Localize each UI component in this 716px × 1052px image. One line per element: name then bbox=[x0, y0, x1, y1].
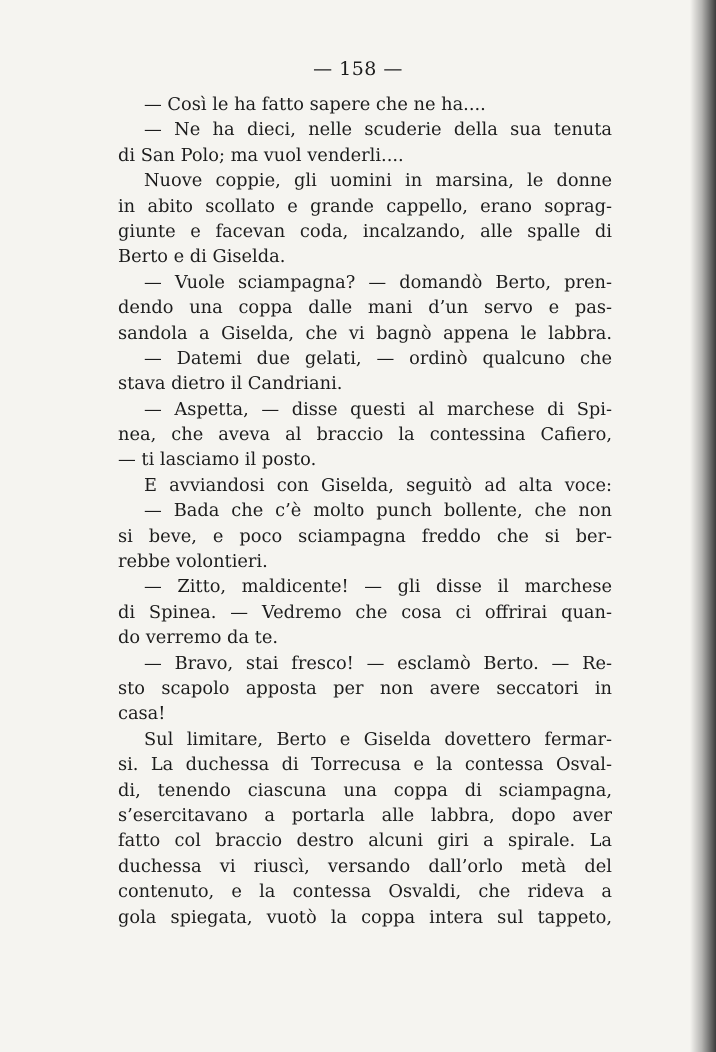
text-line: di Spinea. — Vedremo che cosa ci offrirai quan- bbox=[118, 601, 612, 623]
text-line: contenuto, e la contessa Osvaldi, che rideva a bbox=[118, 881, 612, 903]
page-edge-shadow bbox=[690, 0, 716, 1052]
text-line: — Bravo, stai fresco! — esclamò Berto. — Re- bbox=[144, 652, 612, 674]
text-line: sto scapolo apposta per non avere seccatori in bbox=[118, 677, 612, 699]
text-line: Nuove coppie, gli uomini in marsina, le donne bbox=[144, 170, 612, 192]
text-line: do verremo da te. bbox=[118, 627, 279, 649]
text-line: E avviandosi con Giselda, seguitò ad alta voce: bbox=[144, 474, 612, 496]
text-line: in abito scollato e grande cappello, erano soprag- bbox=[118, 195, 612, 217]
text-line: — Aspetta, — disse questi al marchese di Spi- bbox=[144, 398, 612, 420]
text-line: — Bada che c’è molto punch bollente, che non bbox=[144, 500, 612, 522]
text-line: dendo una coppa dalle mani d’un servo e pas- bbox=[118, 297, 612, 319]
text-line: nea, che aveva al braccio la contessina Cafiero, bbox=[118, 424, 612, 446]
body-text bbox=[118, 92, 612, 930]
text-line: rebbe volontieri. bbox=[118, 551, 268, 573]
text-line: — Vuole sciampagna? — domandò Berto, pren- bbox=[144, 271, 612, 293]
text-line: Berto e di Giselda. bbox=[118, 246, 286, 268]
text-line: di, tenendo ciascuna una coppa di sciampagna, bbox=[118, 779, 612, 801]
text-line: giunte e facevan coda, incalzando, alle spalle di bbox=[118, 220, 612, 242]
text-line: si. La duchessa di Torrecusa e la contessa Osval- bbox=[118, 754, 612, 776]
text-line: casa! bbox=[118, 703, 166, 725]
text-line: — Zitto, maldicente! — gli disse il marchese bbox=[144, 576, 612, 598]
text-line: sandola a Giselda, che vi bagnò appena le labbra. bbox=[118, 322, 612, 344]
text-line: stava dietro il Candriani. bbox=[118, 373, 343, 395]
text-line: — Così le ha fatto sapere che ne ha.... bbox=[144, 94, 486, 115]
text-line: di San Polo; ma vuol venderli.... bbox=[118, 144, 404, 166]
text-line: duchessa vi riuscì, versando dall’orlo metà del bbox=[118, 855, 612, 877]
text-line: si beve, e poco sciampagna freddo che si ber- bbox=[118, 525, 612, 547]
text-line: gola spiegata, vuotò la coppa intera sul tappeto, bbox=[118, 906, 612, 928]
text-line: fatto col braccio destro alcuni giri a spirale. La bbox=[118, 830, 612, 852]
text-line: — Ne ha dieci, nelle scuderie della sua tenuta bbox=[144, 119, 612, 141]
text-line: s’esercitavano a portarla alle labbra, dopo aver bbox=[118, 804, 612, 826]
text-line: — ti lasciamo il posto. bbox=[118, 449, 317, 471]
text-line: — Datemi due gelati, — ordinò qualcuno che bbox=[144, 347, 612, 369]
text-line: Sul limitare, Berto e Giselda dovettero fermar- bbox=[144, 728, 612, 750]
page-number: — 158 — bbox=[313, 58, 403, 80]
